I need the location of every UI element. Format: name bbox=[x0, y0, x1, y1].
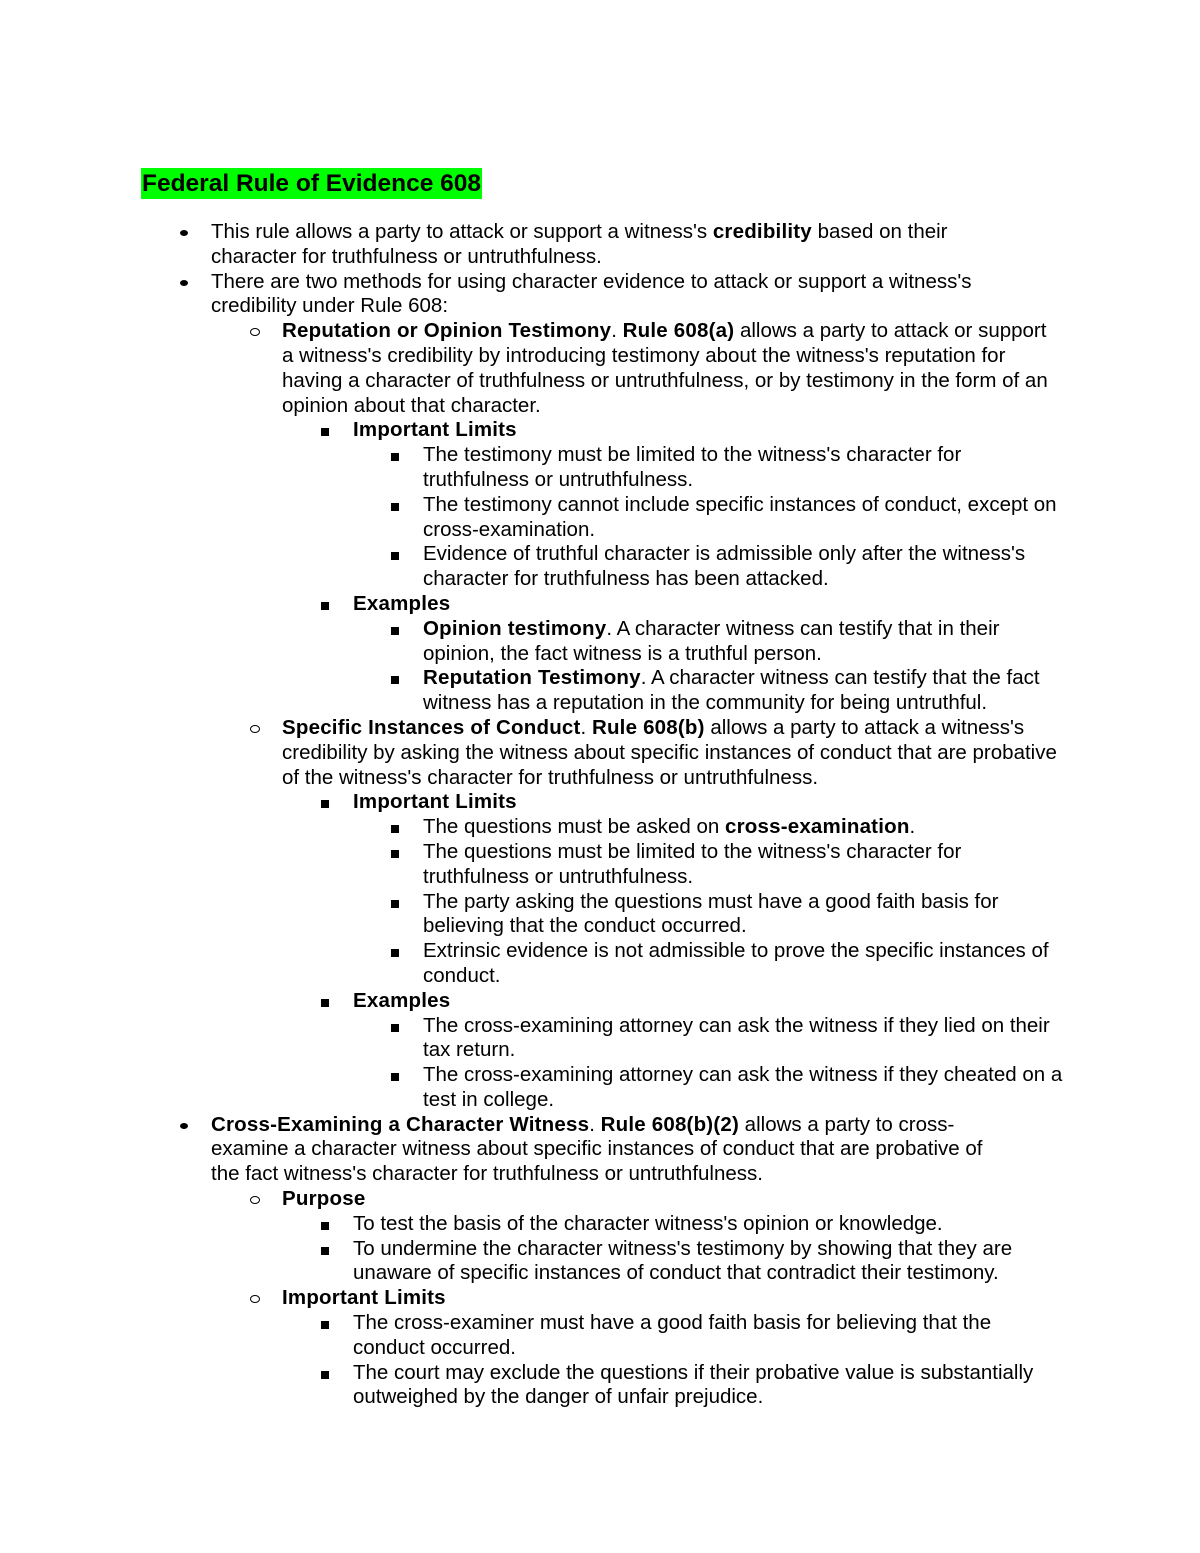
bold-text-run: Examples bbox=[353, 591, 451, 615]
list-item-text bbox=[211, 270, 972, 318]
list-item bbox=[353, 1311, 1058, 1361]
bold-text-run: Important Limits bbox=[353, 790, 517, 814]
text-run: Evidence of truthful character is admissible only after the witness's character for truthfulness has been attacked. bbox=[423, 542, 1026, 591]
list-item-text bbox=[353, 1361, 1033, 1409]
bold-text-run: Examples bbox=[353, 988, 451, 1012]
text-run: The cross-examiner must have a good faith basis for believing that the conduct occurred. bbox=[353, 1311, 992, 1359]
nested-list bbox=[353, 443, 1058, 592]
list-item-text bbox=[353, 1212, 943, 1235]
nested-list bbox=[353, 1013, 1063, 1113]
list-item bbox=[282, 319, 1057, 716]
list-item bbox=[423, 542, 1063, 592]
text-run: . A character witness can testify that the fact witness has a reputation in the community for being untruthful. bbox=[423, 666, 1040, 715]
list-item bbox=[353, 592, 1058, 716]
list-item bbox=[353, 418, 1058, 592]
list-item-text bbox=[423, 493, 1057, 541]
list-item bbox=[353, 1237, 1058, 1287]
bold-text-run: Specific Instances of Conduct bbox=[282, 715, 581, 739]
list-item bbox=[282, 1187, 1057, 1286]
list-item bbox=[211, 220, 1011, 270]
list-item-text bbox=[282, 1286, 446, 1309]
text-run: There are two methods for using character evidence to attack or support a witness's credibility under Rule 608: bbox=[211, 269, 972, 318]
list-item bbox=[211, 1112, 1034, 1411]
list-item bbox=[211, 269, 1063, 1113]
text-run: To test the basis of the character witness's opinion or knowledge. bbox=[353, 1211, 943, 1235]
list-item-text bbox=[353, 1311, 991, 1359]
list-item bbox=[282, 1286, 1057, 1410]
list-item bbox=[353, 988, 1063, 1113]
text-run: . bbox=[611, 319, 623, 343]
text-run: allows a party to attack a witness's credibility by asking the witness about specific instances of conduct that are probative of the witness's character for truthfulness or untruthfulness. bbox=[282, 715, 1057, 789]
list-item bbox=[423, 890, 1063, 940]
list-item-text bbox=[423, 840, 961, 888]
nested-list bbox=[353, 617, 1058, 716]
list-item bbox=[423, 840, 1063, 890]
text-run: To undermine the character witness's testimony by showing that they are unaware of specific instances of conduct that contradict their testimony. bbox=[353, 1236, 1013, 1285]
bold-text-run: Reputation or Opinion Testimony bbox=[282, 319, 612, 343]
nested-list bbox=[353, 815, 1058, 989]
list-item-text bbox=[282, 319, 1048, 416]
bold-text-run: Purpose bbox=[282, 1187, 366, 1211]
list-item bbox=[423, 939, 1063, 989]
bold-text-run: Rule 608(b)(2) bbox=[600, 1112, 739, 1136]
bold-text-run: Rule 608(a) bbox=[622, 319, 735, 343]
list-item-text bbox=[423, 890, 998, 938]
list-item-text bbox=[353, 592, 450, 615]
text-run: allows a party to attack or support a witness's credibility by introducing testimony about the witness's reputation for having a character of truthfulness or untruthfulness, or by testimony in the form of an opinion about that character. bbox=[282, 319, 1048, 417]
nested-list bbox=[282, 1212, 1057, 1286]
text-run: The questions must be asked on bbox=[423, 815, 725, 839]
bold-text-run: credibility bbox=[712, 220, 812, 243]
outline-list bbox=[0, 220, 1200, 1410]
text-run: The questions must be limited to the witness's character for truthfulness or untruthfulness. bbox=[423, 839, 962, 888]
list-item-text bbox=[353, 418, 517, 441]
text-run: . bbox=[580, 715, 592, 739]
nested-list bbox=[211, 1187, 1034, 1410]
text-run: The testimony must be limited to the witness's character for truthfulness or untruthfulness. bbox=[423, 443, 962, 491]
nested-list bbox=[282, 790, 1063, 1112]
list-item-text bbox=[423, 815, 915, 838]
list-item bbox=[423, 815, 1063, 840]
text-run: The cross-examining attorney can ask the witness if they lied on their tax return. bbox=[423, 1013, 1050, 1062]
list-item bbox=[423, 493, 1063, 543]
nested-list bbox=[282, 1311, 1057, 1410]
bold-text-run: Cross-Examining a Character Witness bbox=[211, 1112, 590, 1136]
list-item-text bbox=[282, 716, 1057, 789]
nested-list bbox=[282, 418, 1057, 716]
list-item bbox=[423, 1014, 1063, 1064]
list-item bbox=[282, 715, 1063, 1113]
text-run: . A character witness can testify that in their opinion, the fact witness is a truthful person. bbox=[423, 616, 1000, 665]
list-item-text bbox=[423, 939, 1049, 987]
list-item-text bbox=[423, 1063, 1062, 1111]
bold-text-run: Reputation Testimony bbox=[423, 666, 641, 690]
text-run: This rule allows a party to attack or support a witness's bbox=[211, 220, 713, 243]
text-run: The cross-examining attorney can ask the witness if they cheated on a test in college. bbox=[423, 1063, 1063, 1111]
text-run: . bbox=[909, 815, 916, 839]
text-run: The party asking the questions must have a good faith basis for believing that the conduct occurred. bbox=[423, 889, 999, 938]
document-title: Federal Rule of Evidence 608 bbox=[142, 170, 482, 197]
list-item-text bbox=[353, 989, 450, 1012]
text-run: The court may exclude the questions if their probative value is substantially outweighed by the danger of unfair prejudice. bbox=[353, 1360, 1034, 1409]
list-item bbox=[423, 1063, 1063, 1113]
text-run: Extrinsic evidence is not admissible to prove the specific instances of conduct. bbox=[423, 939, 1049, 987]
bold-text-run: Opinion testimony bbox=[423, 616, 607, 640]
list-item-text bbox=[353, 790, 517, 813]
list-item-text bbox=[423, 1014, 1050, 1062]
list-item bbox=[423, 617, 1063, 667]
text-run: based on their character for truthfulness or untruthfulness. bbox=[211, 220, 948, 268]
list-item bbox=[423, 443, 1063, 493]
text-run: . bbox=[589, 1112, 601, 1136]
nested-list bbox=[211, 319, 1063, 1113]
bold-text-run: Rule 608(b) bbox=[591, 715, 705, 739]
list-item bbox=[353, 1212, 1058, 1237]
list-item-text bbox=[423, 443, 961, 491]
bold-text-run: cross-examination bbox=[725, 815, 910, 839]
list-item-text bbox=[211, 1113, 982, 1186]
bold-text-run: Important Limits bbox=[353, 418, 517, 442]
text-run: allows a party to cross-examine a character witness about specific instances of conduct that are probative of the fact witness's character for truthfulness or untruthfulness. bbox=[211, 1112, 983, 1186]
bold-text-run: Important Limits bbox=[282, 1286, 446, 1310]
list-item-text bbox=[353, 1237, 1012, 1285]
text-run: The testimony cannot include specific instances of conduct, except on cross-examination. bbox=[423, 492, 1057, 541]
list-item-text bbox=[423, 617, 999, 665]
list-item-text bbox=[282, 1187, 365, 1210]
list-item bbox=[423, 666, 1063, 716]
list-item bbox=[353, 1361, 1058, 1411]
list-item-text bbox=[423, 542, 1025, 590]
list-item-text bbox=[211, 220, 948, 268]
list-item-text bbox=[423, 666, 1040, 714]
list-item bbox=[353, 790, 1058, 988]
